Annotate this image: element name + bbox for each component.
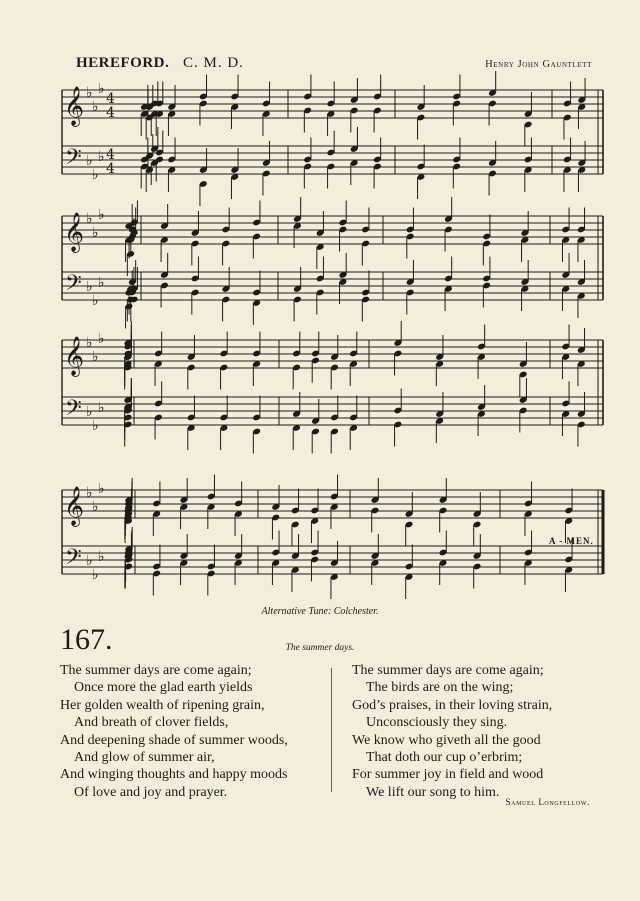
flat-sign: ♭ [98,331,105,347]
stanza-right [352,662,612,801]
time-signature: 4 [106,147,115,163]
hymn-number: 167. [60,623,113,656]
flat-sign: ♭ [92,418,99,434]
hymn-subtitle: The summer days. [285,643,355,653]
verse-line: And winging thoughts and happy moods [60,767,288,783]
flat-sign: ♭ [86,279,93,295]
stanza-left [60,662,320,801]
flat-sign: ♭ [92,293,99,309]
composer-credit: Henry John Gauntlett [485,59,592,70]
verse-line: The summer days are come again; [352,663,544,678]
treble-clef: 𝄞 [64,486,85,526]
treble-clef: 𝄞 [64,212,85,252]
bass-clef: 𝄢 [65,145,82,175]
flat-sign: ♭ [98,275,105,291]
flat-sign: ♭ [98,207,105,223]
verse-line: That doth our cup o’erbrim; [366,750,523,766]
verse-line: God’s praises, in their loving strain, [352,697,553,713]
verse-line: The summer days are come again; [60,663,252,678]
verse-line: We know who giveth all the good [352,732,541,748]
flat-sign: ♭ [92,499,99,515]
flat-sign: ♭ [92,349,99,365]
tune-meter: C. M. D. [183,55,244,71]
flat-sign: ♭ [98,481,105,497]
flat-sign: ♭ [86,153,93,169]
time-signature: 4 [106,91,115,107]
verse-line: Unconsciously they sing. [366,715,508,731]
verse-line: Of love and joy and prayer. [74,784,228,800]
tune-name: HEREFORD. [76,55,170,71]
flat-sign: ♭ [92,567,99,583]
hymn-author: Samuel Longfellow. [505,797,590,807]
flat-sign: ♭ [98,81,105,97]
time-signature: 4 [106,105,115,121]
verse-line: Her golden wealth of ripening grain, [60,697,265,713]
time-signature: 4 [106,161,115,177]
treble-clef: 𝄞 [64,336,85,376]
bass-clef: 𝄢 [65,396,82,426]
flat-sign: ♭ [86,335,93,351]
verse-line: And deepening shade of summer woods, [60,732,288,748]
verse-line: And breath of clover fields, [74,715,229,731]
verse-line: We lift our song to him. [366,784,500,800]
flat-sign: ♭ [92,225,99,241]
verse-line: And glow of summer air, [74,750,215,766]
flat-sign: ♭ [86,211,93,227]
flat-sign: ♭ [92,99,99,115]
flat-sign: ♭ [98,149,105,165]
flat-sign: ♭ [86,485,93,501]
verse-line: The birds are on the wing; [366,680,514,696]
amen-label: A - MEN. [549,536,594,546]
flat-sign: ♭ [92,167,99,183]
treble-clef: 𝄞 [64,86,85,126]
flat-sign: ♭ [86,553,93,569]
column-divider [331,668,332,792]
verse-line: Once more the glad earth yields [74,680,253,696]
bass-clef: 𝄢 [65,271,82,301]
flat-sign: ♭ [98,400,105,416]
alternative-tune: Alternative Tune: Colchester. [261,606,379,617]
flat-sign: ♭ [98,549,105,565]
verse-line: For summer joy in field and wood [352,767,544,783]
bass-clef: 𝄢 [65,545,82,575]
flat-sign: ♭ [86,404,93,420]
flat-sign: ♭ [86,85,93,101]
